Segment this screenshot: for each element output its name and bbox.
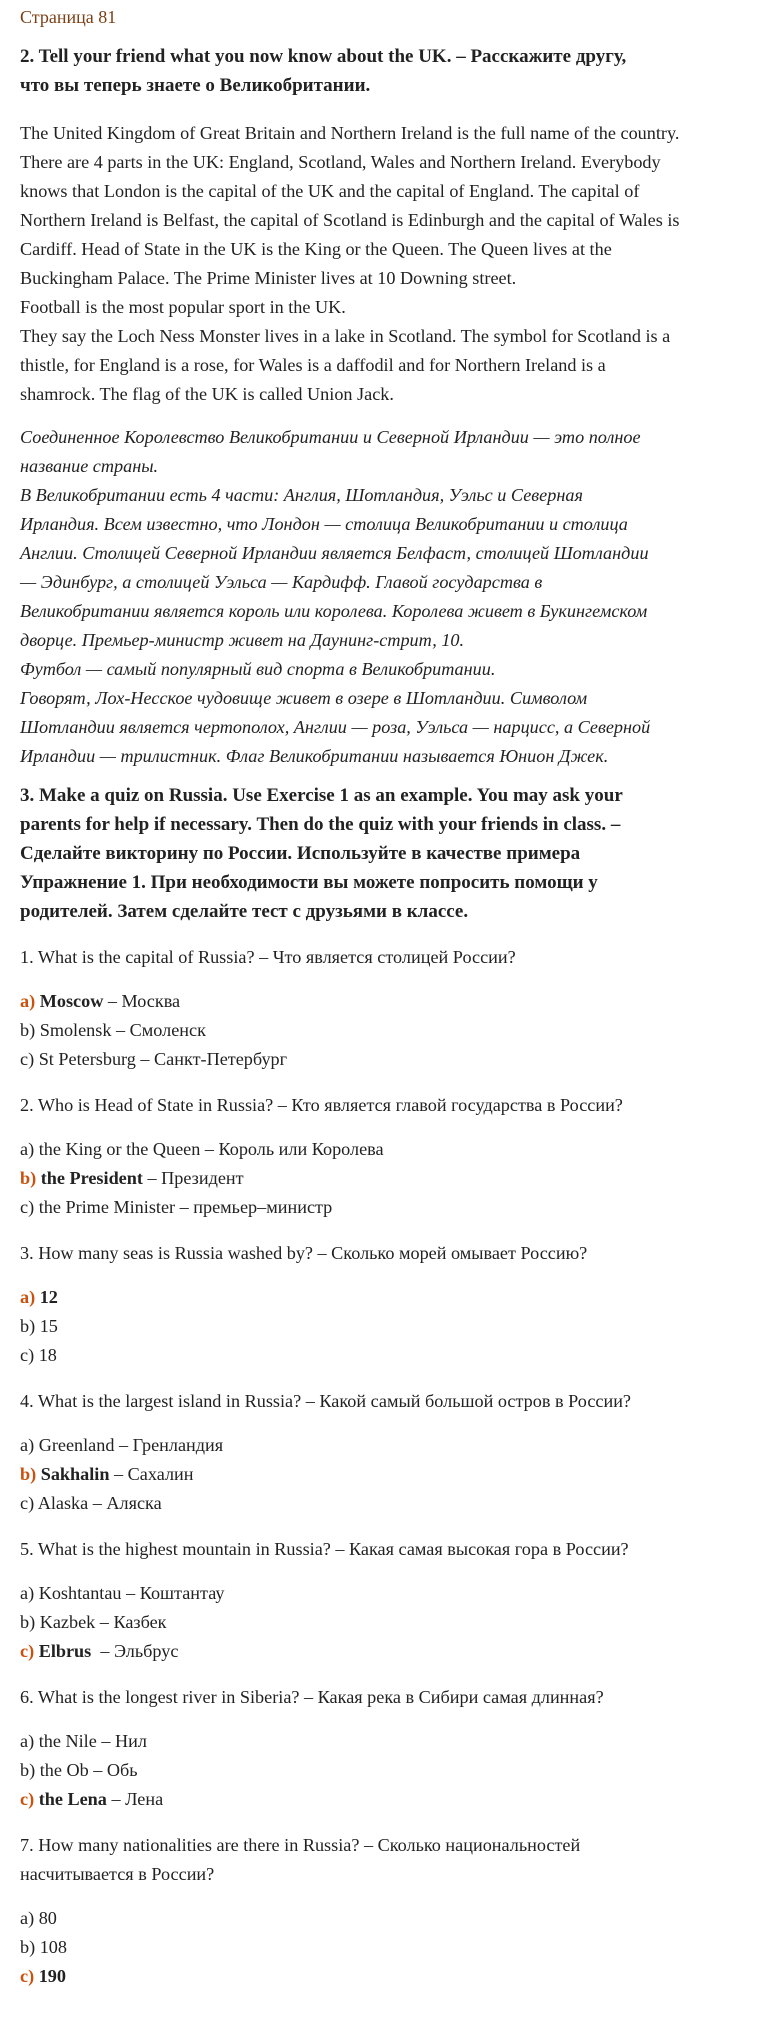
question-line: 1. What is the capital of Russia? – Что является столицей России? — [20, 947, 516, 967]
heading-line: родителей. Затем сделайте тест с друзьями в классе. — [20, 901, 469, 922]
heading-line: 2. Tell your friend what you now know about the UK. – Расскажите другу, — [20, 46, 627, 67]
russian-text-line: Соединенное Королевство Великобритании и Северной Ирландии — это полное — [20, 427, 641, 447]
quiz-question-block — [20, 1239, 752, 1370]
option-answer: the Prime Minister — [38, 1197, 176, 1217]
answer-option — [20, 1727, 752, 1756]
option-letter: c) — [20, 1641, 35, 1661]
option-translation: – Президент — [142, 1168, 244, 1188]
quiz-question — [20, 1387, 752, 1416]
russian-text-line: — Эдинбург, а столицей Уэльса — Кардифф. Главой государства в — [20, 572, 543, 592]
option-letter: a) — [20, 1731, 35, 1751]
quiz-question-block — [20, 1683, 752, 1814]
quiz-question-block — [20, 1387, 752, 1518]
option-translation: – Санкт-Петербург — [135, 1049, 288, 1069]
answer-options — [20, 987, 752, 1074]
answer-option — [20, 1312, 752, 1341]
option-answer: the Ob — [39, 1760, 89, 1780]
answer-option-correct — [20, 1164, 752, 1193]
option-letter: b) — [20, 1168, 37, 1188]
answer-option — [20, 1431, 752, 1460]
option-letter: c) — [20, 1789, 35, 1809]
russian-text-line: Футбол — самый популярный вид спорта в Великобритании. — [20, 659, 496, 679]
page-number-label: Страница 81 — [20, 7, 117, 27]
answer-option — [20, 1756, 752, 1785]
quiz-question-block — [20, 1091, 752, 1222]
answer-option — [20, 1933, 752, 1962]
answer-option-correct — [20, 1962, 752, 1991]
option-letter: c) — [20, 1049, 35, 1069]
option-answer: Kazbek — [39, 1612, 96, 1632]
option-answer: the King or the Queen — [38, 1139, 201, 1159]
english-text-line: Cardiff. Head of State in the UK is the King or the Queen. The Queen lives at the — [20, 239, 612, 259]
answer-option — [20, 1904, 752, 1933]
heading-line: Упражнение 1. При необходимости вы можете попросить помощи у — [20, 872, 598, 893]
question-line: 2. Who is Head of State in Russia? – Кто является главой государства в России? — [20, 1095, 623, 1115]
option-letter: b) — [20, 1937, 36, 1957]
option-translation: – Обь — [88, 1760, 138, 1780]
question-line: 5. What is the highest mountain in Russia? – Какая самая высокая гора в России? — [20, 1539, 629, 1559]
english-paragraph — [20, 119, 752, 409]
option-translation: – Смоленск — [111, 1020, 206, 1040]
answer-option — [20, 1045, 752, 1074]
option-answer: the Lena — [38, 1789, 107, 1809]
option-letter: a) — [20, 1287, 36, 1307]
heading-line: Сделайте викторину по России. Используйте в качестве примера — [20, 843, 581, 864]
english-text-line: knows that London is the capital of the UK and the capital of England. The capital of — [20, 181, 640, 201]
answer-option-correct — [20, 987, 752, 1016]
answer-option-correct — [20, 1785, 752, 1814]
english-text-line: The United Kingdom of Great Britain and Northern Ireland is the full name of the country. — [20, 123, 680, 143]
answer-option — [20, 1579, 752, 1608]
option-answer: 18 — [38, 1345, 57, 1365]
quiz-question — [20, 1535, 752, 1564]
answer-options — [20, 1579, 752, 1666]
russian-text-line: Ирландия. Всем известно, что Лондон — столица Великобритании и столица — [20, 514, 628, 534]
question-line: 6. What is the longest river in Siberia? – Какая река в Сибири самая длинная? — [20, 1687, 604, 1707]
quiz-question-block — [20, 943, 752, 1074]
answer-option-correct — [20, 1460, 752, 1489]
answer-option — [20, 1341, 752, 1370]
question-line: 7. How many nationalities are there in Russia? – Сколько национальностей — [20, 1835, 581, 1855]
option-answer: 108 — [39, 1937, 67, 1957]
question-line: 3. How many seas is Russia washed by? – Сколько морей омывает Россию? — [20, 1243, 588, 1263]
english-text-line: They say the Loch Ness Monster lives in a lake in Scotland. The symbol for Scotland is a — [20, 326, 671, 346]
option-translation: – Сахалин — [109, 1464, 194, 1484]
option-answer: 12 — [39, 1287, 58, 1307]
russian-text-line: Шотландии является чертополох, Англии — роза, Уэльса — нарцисс, а Северной — [20, 717, 651, 737]
option-letter: b) — [20, 1316, 36, 1336]
quiz-question — [20, 1091, 752, 1120]
english-text-line: Northern Ireland is Belfast, the capital of Scotland is Edinburgh and the capital of Wales is — [20, 210, 680, 230]
option-answer: St Petersburg — [38, 1049, 136, 1069]
heading-line: 3. Make a quiz on Russia. Use Exercise 1 as an example. You may ask your — [20, 785, 623, 806]
option-letter: c) — [20, 1197, 35, 1217]
english-text-line: Buckingham Palace. The Prime Minister lives at 10 Downing street. — [20, 268, 517, 288]
russian-text-line: В Великобритании есть 4 части: Англия, Шотландия, Уэльс и Северная — [20, 485, 583, 505]
answer-options — [20, 1431, 752, 1518]
answer-option — [20, 1016, 752, 1045]
heading-line: что вы теперь знаете о Великобритании. — [20, 75, 371, 96]
option-answer: Greenland — [38, 1435, 115, 1455]
option-letter: a) — [20, 1139, 35, 1159]
option-letter: a) — [20, 991, 36, 1011]
quiz-question-block — [20, 1535, 752, 1666]
option-letter: c) — [20, 1966, 35, 1986]
exercise-2 — [20, 42, 752, 771]
exercise-2-heading — [20, 42, 752, 100]
quiz-question — [20, 943, 752, 972]
russian-text-line: Англии. Столицей Северной Ирландии является Белфаст, столицей Шотландии — [20, 543, 649, 563]
option-letter: c) — [20, 1493, 35, 1513]
russian-text-line: название страны. — [20, 456, 159, 476]
quiz-question — [20, 1239, 752, 1268]
option-letter: b) — [20, 1464, 37, 1484]
exercise-3-heading — [20, 781, 752, 926]
option-letter: b) — [20, 1020, 36, 1040]
answer-option-correct — [20, 1283, 752, 1312]
option-answer: Moscow — [39, 991, 104, 1011]
russian-text-line: Великобритании является король или королева. Королева живет в Букингемском — [20, 601, 648, 621]
option-translation: – Эльбрус — [91, 1641, 179, 1661]
option-answer: Smolensk — [39, 1020, 112, 1040]
answer-options — [20, 1283, 752, 1370]
answer-options — [20, 1727, 752, 1814]
option-translation: – Аляска — [88, 1493, 162, 1513]
heading-line: parents for help if necessary. Then do the quiz with your friends in class. – — [20, 814, 621, 835]
quiz-question — [20, 1831, 752, 1889]
quiz-question-block — [20, 1831, 752, 1991]
english-text-line: thistle, for England is a rose, for Wales is a daffodil and for Northern Ireland is a — [20, 355, 606, 375]
option-letter: a) — [20, 1435, 35, 1455]
answer-option — [20, 1193, 752, 1222]
option-letter: c) — [20, 1345, 35, 1365]
english-text-line: Football is the most popular sport in the UK. — [20, 297, 346, 317]
russian-text-line: Говорят, Лох-Несское чудовище живет в озере в Шотландии. Символом — [20, 688, 588, 708]
answer-option-correct — [20, 1637, 752, 1666]
option-translation: – Нил — [96, 1731, 147, 1751]
option-letter: a) — [20, 1908, 35, 1928]
quiz-question — [20, 1683, 752, 1712]
option-translation: – Король или Королева — [200, 1139, 384, 1159]
russian-text-line: дворце. Премьер-министр живет на Даунинг-стрит, 10. — [20, 630, 465, 650]
option-letter: b) — [20, 1760, 36, 1780]
question-line: насчитывается в России? — [20, 1864, 215, 1884]
option-answer: Alaska — [37, 1493, 89, 1513]
answer-option — [20, 1489, 752, 1518]
answer-option — [20, 1135, 752, 1164]
option-translation: – Москва — [103, 991, 181, 1011]
english-text-line: shamrock. The flag of the UK is called Union Jack. — [20, 384, 394, 404]
quiz-questions — [20, 943, 752, 1991]
option-letter: a) — [20, 1583, 35, 1603]
option-answer: the Nile — [38, 1731, 97, 1751]
option-letter: b) — [20, 1612, 36, 1632]
option-translation: – Казбек — [95, 1612, 167, 1632]
russian-paragraph — [20, 423, 752, 771]
option-translation: – Лена — [106, 1789, 164, 1809]
answer-options — [20, 1904, 752, 1991]
option-answer: the President — [40, 1168, 143, 1188]
option-translation: – Коштантау — [121, 1583, 225, 1603]
question-line: 4. What is the largest island in Russia? – Какой самый большой остров в России? — [20, 1391, 632, 1411]
option-answer: Sakhalin — [40, 1464, 110, 1484]
english-text-line: There are 4 parts in the UK: England, Scotland, Wales and Northern Ireland. Everybody — [20, 152, 661, 172]
option-answer: 15 — [39, 1316, 58, 1336]
option-answer: 190 — [38, 1966, 66, 1986]
russian-text-line: Ирландии — трилистник. Флаг Великобритании называется Юнион Джек. — [20, 746, 609, 766]
answer-options — [20, 1135, 752, 1222]
answer-option — [20, 1608, 752, 1637]
option-translation: – премьер–министр — [175, 1197, 333, 1217]
option-translation: – Гренландия — [114, 1435, 224, 1455]
exercise-3 — [20, 781, 752, 1991]
option-answer: Elbrus — [38, 1641, 92, 1661]
option-answer: Koshtantau — [38, 1583, 122, 1603]
option-answer: 80 — [38, 1908, 57, 1928]
